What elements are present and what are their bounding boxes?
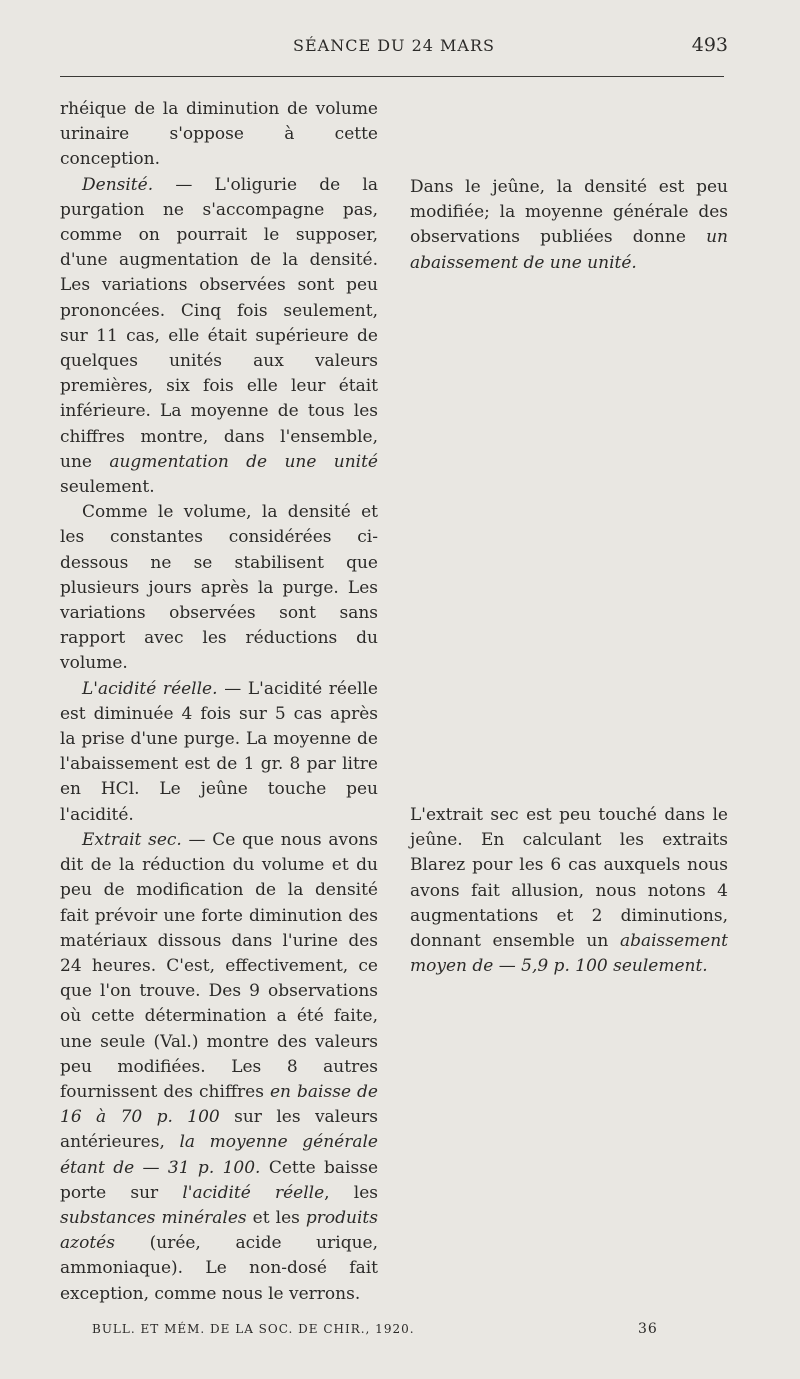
- paragraph-text: et les: [246, 1207, 306, 1228]
- page-number: 493: [691, 34, 728, 56]
- paragraph-text: sur les valeurs antérieures,: [60, 1107, 378, 1153]
- section-heading: L'acidité réelle.: [82, 678, 218, 699]
- side-note-paragraph: [410, 803, 728, 979]
- side-note-densite: [410, 175, 728, 276]
- paragraph-text: Comme le volume, la densité et les constantes considérées ci-dessous ne se stabilisent que plusieurs jours après la purge. Les variations observées sont sans rapport avec les réductions du volume.: [60, 502, 378, 674]
- paragraph-text: — Ce que nous avons dit de la réduction du volume et du peu de modification de la densité fait prévoir une forte diminution des matériaux dissous dans l'urine des 24 heures. C'est, effectivement, ce que l'on trouve. Des 9 observations où cette détermination a été faite, une seule (Val.) montre des valeurs peu modifiées. Les 8 autres fournissent des chiffres: [60, 829, 378, 1102]
- header-rule: [60, 76, 724, 77]
- emphasis-text: l'acidité réelle: [182, 1182, 325, 1203]
- running-title: SÉANCE DU 24 MARS: [293, 36, 495, 55]
- emphasis-text: produits azotés: [60, 1207, 378, 1254]
- side-note-text: L'extrait sec est peu touché dans le jeûne. En calculant les extraits Blarez pour les 6 cas auxquels nous avons fait allusion, nous notons 4 augmentations et 2 diminutions, donnant ensemble un: [410, 805, 728, 952]
- paragraph-text: seulement.: [60, 477, 155, 498]
- side-note-extrait-sec: [410, 803, 728, 979]
- section-heading: Extrait sec.: [82, 829, 182, 850]
- signature-mark: 36: [638, 1321, 658, 1337]
- paragraph-volume: [60, 500, 378, 676]
- paragraph-text: Cette baisse porte sur: [60, 1157, 378, 1203]
- paragraph-extrait-sec: [60, 828, 378, 1307]
- side-note-text: Dans le jeûne, la densité est peu modifiée; la moyenne générale des observations publiées donne: [410, 177, 728, 248]
- section-heading: Densité.: [82, 174, 154, 195]
- page-header: [60, 36, 728, 64]
- paragraph-densite: [60, 173, 378, 501]
- bibliographic-reference: BULL. ET MÉM. DE LA SOC. DE CHIR., 1920.: [92, 1322, 415, 1336]
- emphasis-text: augmentation de une unité: [109, 451, 378, 472]
- paragraph-text: , les: [324, 1182, 379, 1203]
- main-column: [60, 97, 378, 1307]
- emphasis-text: substances minérales: [60, 1207, 247, 1228]
- emphasis-text: la moyenne générale étant de — 31 p. 100.: [60, 1132, 378, 1178]
- paragraph-acidite: [60, 677, 378, 828]
- paragraph-text: rhéique de la diminution de volume urinaire s'oppose à cette conception.: [60, 99, 378, 170]
- emphasis-text: abaissement moyen de — 5,9 p. 100 seulement.: [410, 931, 728, 977]
- side-note-paragraph: [410, 175, 728, 276]
- emphasis-text: en baisse de 16 à 70 p. 100: [60, 1081, 378, 1128]
- paragraph-text: (urée, acide urique, ammoniaque). Le non-dosé fait exception, comme nous le verrons.: [60, 1233, 378, 1304]
- emphasis-text: un abaissement de une unité.: [410, 227, 728, 273]
- paragraph-text: — L'acidité réelle est diminuée 4 fois sur 5 cas après la prise d'une purge. La moyenne de l'abaissement est de 1 gr. 8 par litre en HCl. Le jeûne touche peu l'acidité.: [60, 678, 378, 825]
- paragraph-text: — L'oligurie de la purgation ne s'accompagne pas, comme on pourrait le supposer, d'une augmentation de la densité. Les variations observées sont peu prononcées. Cinq fois seulement, sur 11 cas, elle était supérieure de quelques unités aux valeurs premières, six fois elle leur était inférieure. La moyenne de tous les chiffres montre, dans l'ensemble, une: [60, 174, 378, 472]
- paragraph-continuation: [60, 97, 378, 173]
